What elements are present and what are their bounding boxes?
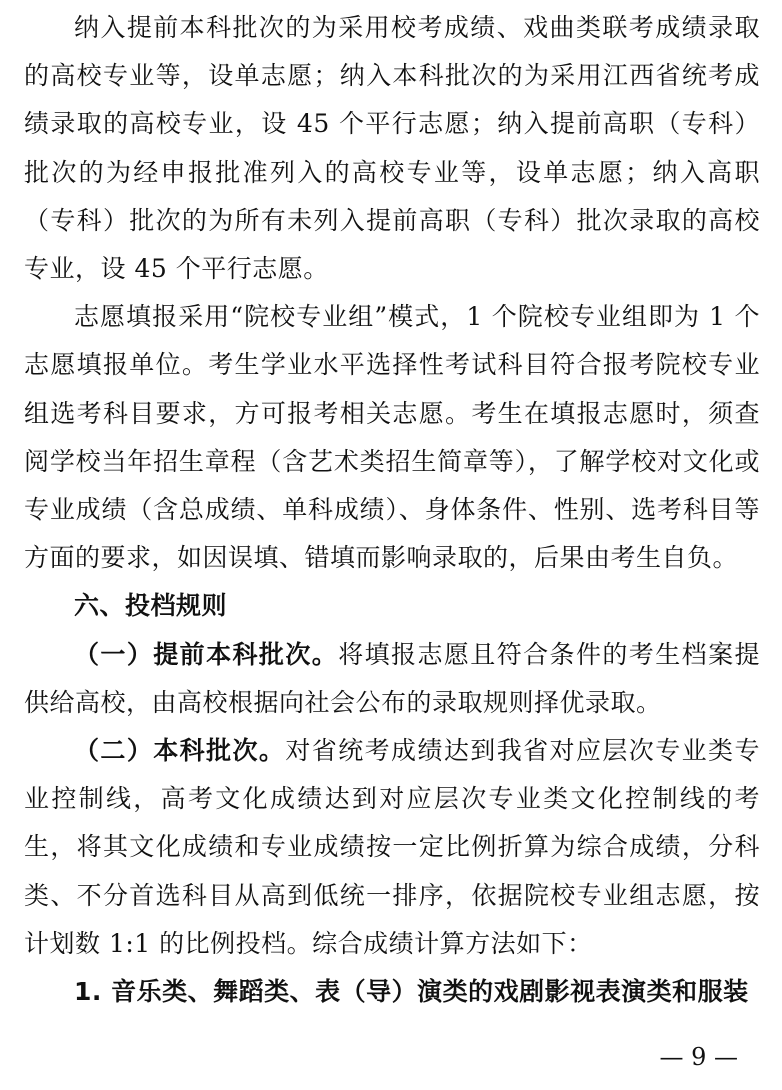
paragraph-volunteer-batches: 纳入提前本科批次的为采用校考成绩、戏曲类联考成绩录取的高校专业等，设单志愿；纳入本科批次的为采用江西省统考成绩录取的高校专业，设 45 个平行志愿；纳入提前高职（专科）批次的为经申报批准列入的高校专业等，设单志愿；纳入高职（专科）批次的为所有未列入提前高职（专科）批次录取的高校专业，设 45 个平行志愿。: [24, 13, 760, 284]
subsection-2-text: 对省统考成绩达到我省对应层次专业类专业控制线，高考文化成绩达到对应层次专业类文化控制线的考生，将其文化成绩和专业成绩按一定比例折算为综合成绩，分科类、不分首选科目从高到低统一排序，依据院校专业组志愿，按计划数 1:1 的比例投档。综合成绩计算方法如下：: [24, 736, 760, 958]
list-item-1: 1. 音乐类、舞蹈类、表（导）演类的戏剧影视表演类和服装: [74, 977, 749, 1007]
subsection-2-lead: （二）本科批次。: [74, 736, 286, 766]
page-number: — 9 —: [659, 1043, 738, 1071]
subsection-early-undergraduate: [24, 631, 760, 727]
document-page: [24, 4, 760, 1016]
subsection-undergraduate: [24, 727, 760, 968]
subsection-1-text: 将填报志愿且符合条件的考生档案提供给高校，由高校根据向社会公布的录取规则择优录取。: [24, 639, 760, 717]
subsection-1-lead: （一）提前本科批次。: [74, 639, 339, 669]
section-heading: 六、投档规则: [74, 591, 228, 621]
paragraph-volunteer-filling: 志愿填报采用“院校专业组”模式，1 个院校专业组即为 1 个志愿填报单位。考生学业水平选择性考试科目符合报考院校专业组选考科目要求，方可报考相关志愿。考生在填报志愿时，须查阅学校当年招生章程（含艺术类招生简章等），了解学校对文化或专业成绩（含总成绩、单科成绩）、身体条件、性别、选考科目等方面的要求，如因误填、错填而影响录取的，后果由考生自负。: [24, 302, 760, 573]
